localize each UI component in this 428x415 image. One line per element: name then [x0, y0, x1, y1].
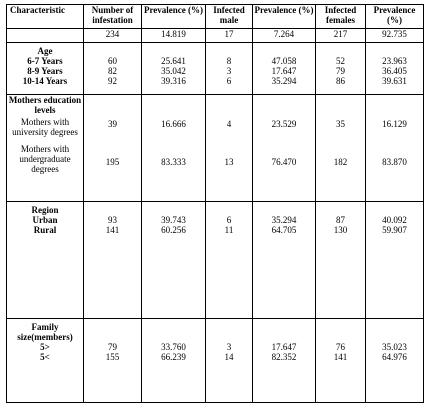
age-number-cell	[84, 43, 142, 95]
family-label-2: 5<	[40, 352, 50, 362]
mothers-prev2-1: 23.529	[271, 119, 297, 129]
header-prevalence-3: Prevalence (%)	[366, 5, 424, 29]
age-female-3: 86	[336, 76, 345, 86]
region-label-cell	[7, 202, 84, 319]
age-prev2-3: 35.294	[271, 76, 297, 86]
mothers-number-2: 195	[105, 157, 120, 167]
family-female-2: 141	[333, 352, 348, 362]
region-heading: Region	[31, 205, 59, 215]
region-label-2: Rural	[33, 225, 57, 235]
region-prev1-cell	[142, 202, 206, 319]
region-prev3-2: 59.907	[382, 225, 407, 235]
age-number-2: 82	[108, 66, 117, 76]
region-male-2: 11	[224, 225, 234, 235]
region-number-2: 141	[105, 225, 120, 235]
totals-female: 217	[316, 29, 366, 43]
region-female-1: 87	[336, 215, 345, 225]
mothers-label-2: Mothers with undergraduate degrees	[19, 144, 71, 174]
family-prev2-2: 82.352	[271, 352, 297, 362]
header-prevalence-1: Prevalence (%)	[142, 5, 206, 29]
totals-male: 17	[206, 29, 253, 43]
header-characteristic: Characteristic	[7, 5, 84, 29]
region-prev2-cell	[253, 202, 316, 319]
totals-row	[7, 29, 424, 43]
family-number-1: 79	[108, 342, 117, 352]
region-label-1: Urban	[32, 215, 58, 225]
mothers-number-1: 39	[108, 119, 117, 129]
header-row	[7, 5, 424, 29]
region-row	[7, 202, 424, 319]
family-label-1: 5>	[40, 342, 50, 352]
family-number-cell	[84, 319, 142, 403]
age-male-2: 3	[226, 66, 232, 76]
age-number-1: 60	[108, 56, 117, 66]
mothers-female-1: 35	[336, 119, 345, 129]
mothers-number-cell	[84, 95, 142, 202]
region-number-cell	[84, 202, 142, 319]
header-infected-females: Infected females	[316, 5, 366, 29]
age-prev2-1: 47.058	[271, 56, 297, 66]
header-number-of-infestation: Number of infestation	[84, 5, 142, 29]
mothers-male-cell	[206, 95, 253, 202]
age-male-cell	[206, 43, 253, 95]
region-female-2: 130	[333, 225, 348, 235]
age-prev1-2: 35.042	[161, 66, 186, 76]
mothers-prev3-1: 16.129	[382, 119, 407, 129]
infestation-table	[6, 4, 424, 403]
age-prev3-cell	[366, 43, 424, 95]
mothers-female-2: 182	[333, 157, 348, 167]
region-number-1: 93	[108, 215, 117, 225]
family-prev2-1: 17.647	[271, 342, 297, 352]
header-infected-male: Infected male	[206, 5, 253, 29]
region-male-1: 6	[226, 215, 232, 225]
mothers-male-2: 13	[224, 157, 234, 167]
family-prev2-cell	[253, 319, 316, 403]
age-prev2-cell	[253, 43, 316, 95]
family-prev1-2: 66.239	[161, 352, 186, 362]
mothers-prev1-cell	[142, 95, 206, 202]
family-prev1-1: 33.760	[161, 342, 186, 352]
age-female-2: 79	[336, 66, 345, 76]
age-label-cell	[7, 43, 84, 95]
age-male-1: 8	[226, 56, 232, 66]
age-number-3: 92	[108, 76, 117, 86]
header-prevalence-2: Prevalence (%)	[253, 5, 316, 29]
totals-prevalence-1: 14.819	[142, 29, 206, 43]
age-female-cell	[316, 43, 366, 95]
age-male-3: 6	[226, 76, 232, 86]
age-heading: Age	[37, 46, 53, 56]
region-prev2-2: 64.705	[271, 225, 297, 235]
family-female-1: 76	[336, 342, 345, 352]
region-male-cell	[206, 202, 253, 319]
age-prev1-3: 39.316	[161, 76, 186, 86]
region-female-cell	[316, 202, 366, 319]
region-prev1-2: 60.256	[161, 225, 186, 235]
totals-number: 234	[84, 29, 142, 43]
age-label-2: 8-9 Years	[27, 66, 63, 76]
mothers-prev1-1: 16.666	[161, 119, 186, 129]
mothers-prev3-cell	[366, 95, 424, 202]
family-prev3-2: 64.976	[382, 352, 407, 362]
mothers-male-1: 4	[226, 119, 232, 129]
mothers-prev2-cell	[253, 95, 316, 202]
mothers-prev2-2: 76.470	[271, 157, 297, 167]
family-female-cell	[316, 319, 366, 403]
mothers-prev1-2: 83.333	[161, 157, 186, 167]
age-prev3-3: 39.631	[382, 76, 407, 86]
region-prev1-1: 39.743	[161, 215, 186, 225]
family-prev3-1: 35.023	[382, 342, 407, 352]
family-prev1-cell	[142, 319, 206, 403]
totals-prevalence-2: 7.264	[253, 29, 316, 43]
region-prev3-cell	[366, 202, 424, 319]
mothers-prev3-2: 83.870	[382, 157, 407, 167]
mothers-row	[7, 95, 424, 202]
family-row	[7, 319, 424, 403]
family-male-cell	[206, 319, 253, 403]
age-prev1-cell	[142, 43, 206, 95]
age-prev3-1: 23.963	[382, 56, 407, 66]
totals-prevalence-3: 92.735	[366, 29, 424, 43]
age-prev2-2: 17.647	[271, 66, 297, 76]
age-prev3-2: 36.405	[382, 66, 407, 76]
age-label-3: 10-14 Years	[22, 76, 68, 86]
region-prev2-1: 35.294	[271, 215, 297, 225]
region-prev3-1: 40.092	[382, 215, 407, 225]
mothers-label-cell	[7, 95, 84, 202]
family-male-1: 3	[226, 342, 232, 352]
mothers-heading: Mothers education levels	[8, 95, 82, 115]
family-number-2: 155	[105, 352, 120, 362]
age-female-1: 52	[336, 56, 345, 66]
age-label-1: 6-7 Years	[27, 56, 63, 66]
age-prev1-1: 25.641	[161, 56, 186, 66]
family-male-2: 14	[224, 352, 234, 362]
mothers-label-1: Mothers with university degrees	[12, 117, 78, 137]
family-heading: Family size(members)	[17, 322, 73, 342]
age-row	[7, 43, 424, 95]
family-prev3-cell	[366, 319, 424, 403]
totals-label-cell	[7, 29, 84, 43]
family-label-cell	[7, 319, 84, 403]
mothers-female-cell	[316, 95, 366, 202]
